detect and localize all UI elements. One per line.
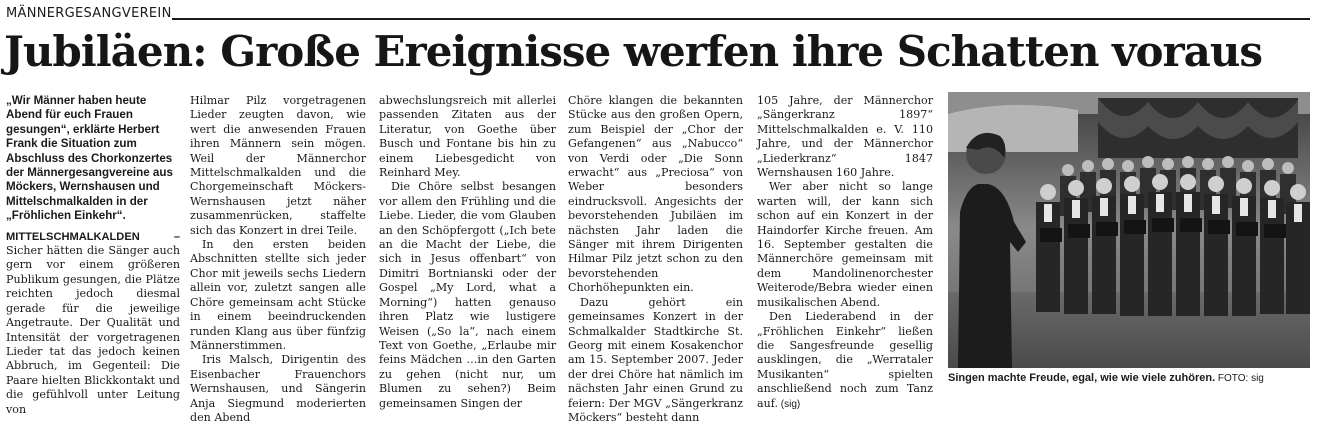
lead-paragraph: „Wir Männer haben heute Abend für euch Frauen gesungen“, erklärte Herbert Frank die Situation zum Abschluss des Chorkonzertes der Männergesangvereine aus Möckers, Wernshausen und Mittelschmalkalden in der „Fröhlichen Einkehr“.	[6, 94, 173, 223]
author-signature: (sig)	[778, 398, 801, 410]
body-paragraph	[6, 230, 180, 417]
photo-credit: FOTO: sig	[1215, 373, 1264, 384]
column-3	[379, 94, 556, 410]
body-paragraph: 105 Jahre, der Männerchor „Sängerkranz 1897“ Mittelschmalkalden e. V. 110 Jahre, und der Männerchor „Liederkranz“ 1847 Wernshausen 160 Jahre.	[757, 94, 933, 180]
photo-caption	[948, 372, 1310, 384]
kicker-rule	[172, 18, 1310, 20]
headline: Jubiläen: Große Ereignisse werfen ihre Schatten voraus	[4, 27, 1263, 76]
body-text: Den Liederabend in der „Fröhlichen Einkehr“ ließen die Sangesfreunde gesellig ausklingen, die „Werrataler Musikanten“ spielten anschließend noch zum Tanz auf.	[757, 310, 933, 410]
body-paragraph: Wer aber nicht so lange warten will, der kann sich schon auf ein Konzert in der Haindorfer Kirche freuen. Am 16. September gestalten die Männerchöre gemeinsam mit dem Mandolinenorchester Weiterode/Bebra wieder einen musikalischen Abend.	[757, 180, 933, 309]
choir-photo-image	[948, 92, 1310, 368]
body-paragraph: In den ersten beiden Abschnitten stellte sich jeder Chor mit jeweils sechs Liedern allein vor, zuletzt sangen alle Chöre gemeinsam acht Stücke in einem beeindruckenden runden Klang aus über fünfzig Männerstimmen.	[190, 238, 366, 352]
column-4	[568, 94, 743, 424]
body-paragraph: Hilmar Pilz vorgetragenen Lieder zeugten davon, wie wert die anwesenden Frauen ihren Männern sein mögen. Weil der Männerchor Mittelschmalkalden und die Chorgemeinschaft Möckers-Wernshausen jetzt näher zusammenrücken, staffelte sich das Konzert in drei Teile.	[190, 94, 366, 237]
body-paragraph	[757, 310, 933, 412]
section-kicker: MÄNNERGESANGVEREIN	[6, 6, 172, 21]
body-paragraph: Dazu gehört ein gemeinsames Konzert in der Schmalkalder Stadtkirche St. Georg mit einem Kosakenchor am 15. September 2007. Jeder der drei Chöre hat nämlich im nächsten Jahr einen Grund zu feiern: Der MGV „Sängerkranz Möckers“ besteht dann	[568, 295, 743, 424]
body-paragraph: Iris Malsch, Dirigentin des Eisenbacher Frauenchors Wernshausen, und Sängerin Anja Siegmund moderierten den Abend	[190, 353, 366, 424]
body-paragraph: Die Chöre selbst besangen vor allem den Frühling und die Liebe. Lieder, die vom Glauben an den Schöpfergott („Ich bete an die Macht der Liebe, die sich in Jesus offenbart“ von Dimitri Bortnianski oder der Gospel „My Lord, what a Morning“) hatten genauso ihren Platz wie lustigere Weisen („So la“, nach einem Text von Goethe, „Erlaube mir feins Mädchen …in den Garten zu gehen (nicht nur, um Blumen zu sehen?) Beim gemeinsamen Singen der	[379, 180, 556, 410]
body-text: Sicher hätten die Sänger auch gern vor einem größeren Publikum gesungen, die Plätze reichten jedoch diesmal gerade für die jeweilige Angetraute. Der Qualität und Intensität der vorgetragenen Lieder tat das jedoch keinen Abbruch, im Gegenteil: Die Paare hielten Blickkontakt und die gefühlvoll unter Leitung von	[6, 244, 180, 416]
column-1	[6, 94, 180, 416]
body-paragraph: Chöre klangen die bekannten Stücke aus den großen Opern, zum Beispiel der „Chor der Gefangenen“ aus „Nabucco“ von Verdi oder „Die Sonn erwacht“ aus „Preciosa“ von Weber besonders eindrucksvoll. Angesichts der bevorstehenden Jubiläen im nächsten Jahr laden die Sänger mit ihrem Dirigenten Hilmar Pilz jetzt schon zu den bevorstehenden Chorhöhepunkten ein.	[568, 94, 743, 295]
column-5	[757, 94, 933, 410]
choir-photo	[948, 92, 1310, 368]
caption-text: Singen machte Freude, egal, wie wie viele zuhören.	[948, 372, 1216, 384]
column-2	[190, 94, 366, 424]
dateline: MITTELSCHMALKALDEN –	[6, 230, 180, 243]
body-paragraph: abwechslungsreich mit allerlei passenden Zitaten aus der Literatur, von Goethe über Busch und Fontane bis hin zu einem Liebesgedicht von Reinhard Mey.	[379, 94, 556, 180]
